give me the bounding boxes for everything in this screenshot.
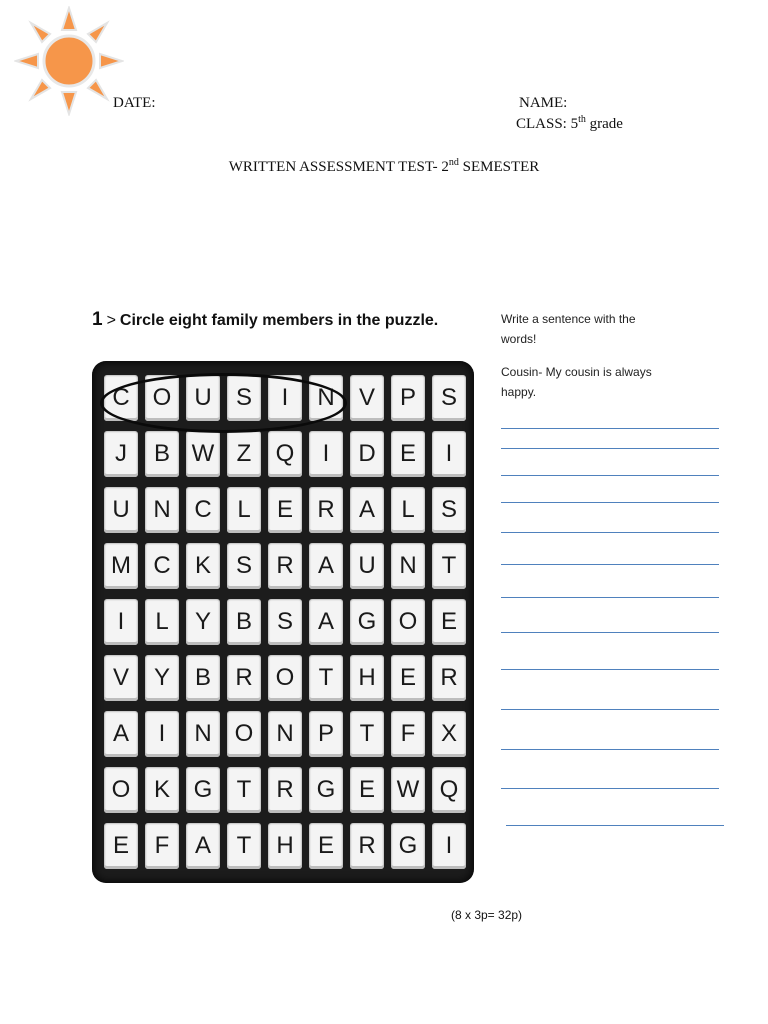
letter-tile[interactable]: Z xyxy=(227,431,261,477)
title-prefix: WRITTEN ASSESSMENT TEST- 2 xyxy=(228,159,449,175)
letter-tile[interactable]: O xyxy=(104,767,138,813)
letter-tile[interactable]: F xyxy=(145,823,179,869)
letter-tile[interactable]: G xyxy=(186,767,220,813)
letter-tile[interactable]: A xyxy=(186,823,220,869)
letter-tile[interactable]: N xyxy=(391,543,425,589)
letter-tile[interactable]: B xyxy=(145,431,179,477)
letter-tile[interactable]: Y xyxy=(186,599,220,645)
letter-tile[interactable]: I xyxy=(432,823,466,869)
exercise-instruction xyxy=(92,309,438,331)
class-prefix: CLASS: 5 xyxy=(516,116,579,132)
letter-tile[interactable]: G xyxy=(391,823,425,869)
letter-tile[interactable]: U xyxy=(186,375,220,421)
example-sentence: Cousin- My cousin is always happy. xyxy=(501,365,652,399)
letter-tile[interactable]: P xyxy=(391,375,425,421)
letter-tile[interactable]: E xyxy=(268,487,302,533)
letter-tile[interactable]: Y xyxy=(145,655,179,701)
letter-tile[interactable]: N xyxy=(186,711,220,757)
letter-tile[interactable]: I xyxy=(432,431,466,477)
letter-tile[interactable]: I xyxy=(104,599,138,645)
letter-tile[interactable]: O xyxy=(268,655,302,701)
letter-tile[interactable]: P xyxy=(309,711,343,757)
letter-tile[interactable]: S xyxy=(432,375,466,421)
word-search-puzzle xyxy=(92,361,474,883)
letter-tile[interactable]: S xyxy=(268,599,302,645)
letter-tile[interactable]: H xyxy=(350,655,384,701)
letter-tile[interactable]: C xyxy=(186,487,220,533)
letter-tile[interactable]: B xyxy=(186,655,220,701)
letter-tile[interactable]: R xyxy=(268,767,302,813)
answer-line[interactable] xyxy=(501,448,719,449)
answer-line[interactable] xyxy=(501,564,719,565)
letter-tile[interactable]: L xyxy=(145,599,179,645)
letter-tile[interactable]: B xyxy=(227,599,261,645)
letter-tile[interactable]: E xyxy=(104,823,138,869)
letter-tile[interactable]: C xyxy=(145,543,179,589)
letter-tile[interactable]: W xyxy=(186,431,220,477)
letter-tile[interactable]: G xyxy=(350,599,384,645)
class-label xyxy=(516,116,623,133)
letter-tile[interactable]: V xyxy=(104,655,138,701)
sun-icon xyxy=(14,6,124,116)
letter-tile[interactable]: N xyxy=(268,711,302,757)
answer-line[interactable] xyxy=(501,502,719,503)
letter-tile[interactable]: E xyxy=(432,599,466,645)
answer-line[interactable] xyxy=(501,749,719,750)
letter-tile[interactable]: A xyxy=(309,599,343,645)
letter-tile[interactable]: L xyxy=(227,487,261,533)
class-suffix: grade xyxy=(585,116,623,132)
letter-tile[interactable]: S xyxy=(432,487,466,533)
letter-tile[interactable]: T xyxy=(227,823,261,869)
title-suffix: SEMESTER xyxy=(458,159,540,175)
letter-tile[interactable]: D xyxy=(350,431,384,477)
letter-tile[interactable]: T xyxy=(350,711,384,757)
letter-tile[interactable]: E xyxy=(350,767,384,813)
letter-tile[interactable]: S xyxy=(227,375,261,421)
letter-tile[interactable]: N xyxy=(145,487,179,533)
letter-tile[interactable]: U xyxy=(350,543,384,589)
page-title xyxy=(0,159,768,176)
letter-tile[interactable]: E xyxy=(309,823,343,869)
answer-line[interactable] xyxy=(501,788,719,789)
letter-tile[interactable]: R xyxy=(350,823,384,869)
letter-tile[interactable]: I xyxy=(145,711,179,757)
answer-line[interactable] xyxy=(501,428,719,429)
letter-tile[interactable]: F xyxy=(391,711,425,757)
answer-line[interactable] xyxy=(506,825,724,826)
letter-tile[interactable]: X xyxy=(432,711,466,757)
answer-line[interactable] xyxy=(501,709,719,710)
letter-tile[interactable]: A xyxy=(350,487,384,533)
letter-tile[interactable]: T xyxy=(227,767,261,813)
letter-tile[interactable]: E xyxy=(391,655,425,701)
answer-line[interactable] xyxy=(501,669,719,670)
name-label: NAME: xyxy=(519,95,568,111)
letter-tile[interactable]: S xyxy=(227,543,261,589)
puzzle-grid xyxy=(102,373,468,871)
answer-line[interactable] xyxy=(501,597,719,598)
letter-tile[interactable]: E xyxy=(391,431,425,477)
letter-tile[interactable]: V xyxy=(350,375,384,421)
answer-line[interactable] xyxy=(501,475,719,476)
letter-tile[interactable]: R xyxy=(432,655,466,701)
letter-tile[interactable]: Q xyxy=(432,767,466,813)
letter-tile[interactable]: J xyxy=(104,431,138,477)
letter-tile[interactable]: I xyxy=(309,431,343,477)
letter-tile[interactable]: O xyxy=(227,711,261,757)
letter-tile[interactable]: L xyxy=(391,487,425,533)
date-label: DATE: xyxy=(113,95,156,111)
letter-tile[interactable]: R xyxy=(268,543,302,589)
arrow-icon: > xyxy=(106,312,116,329)
letter-tile[interactable]: K xyxy=(145,767,179,813)
exercise-text: Circle eight family members in the puzzle. xyxy=(119,312,439,329)
exercise-number: 1 xyxy=(92,309,103,330)
answer-line[interactable] xyxy=(501,532,719,533)
letter-tile[interactable]: C xyxy=(104,375,138,421)
letter-tile[interactable]: W xyxy=(391,767,425,813)
letter-tile[interactable]: K xyxy=(186,543,220,589)
class-sup: th xyxy=(578,114,586,125)
letter-tile[interactable]: T xyxy=(432,543,466,589)
letter-tile[interactable]: U xyxy=(104,487,138,533)
letter-tile[interactable]: O xyxy=(145,375,179,421)
letter-tile[interactable]: H xyxy=(268,823,302,869)
letter-tile[interactable]: R xyxy=(227,655,261,701)
letter-tile[interactable]: R xyxy=(309,487,343,533)
letter-tile[interactable]: T xyxy=(309,655,343,701)
letter-tile[interactable]: I xyxy=(268,375,302,421)
sentence-instruction: Write a sentence with the words! xyxy=(501,312,636,346)
letter-tile[interactable]: A xyxy=(309,543,343,589)
letter-tile[interactable]: A xyxy=(104,711,138,757)
letter-tile[interactable]: G xyxy=(309,767,343,813)
title-sup: nd xyxy=(448,157,459,168)
letter-tile[interactable]: O xyxy=(391,599,425,645)
letter-tile[interactable]: M xyxy=(104,543,138,589)
answer-line[interactable] xyxy=(501,632,719,633)
letter-tile[interactable]: Q xyxy=(268,431,302,477)
score-note: (8 x 3p= 32p) xyxy=(451,908,523,922)
letter-tile[interactable]: N xyxy=(309,375,343,421)
